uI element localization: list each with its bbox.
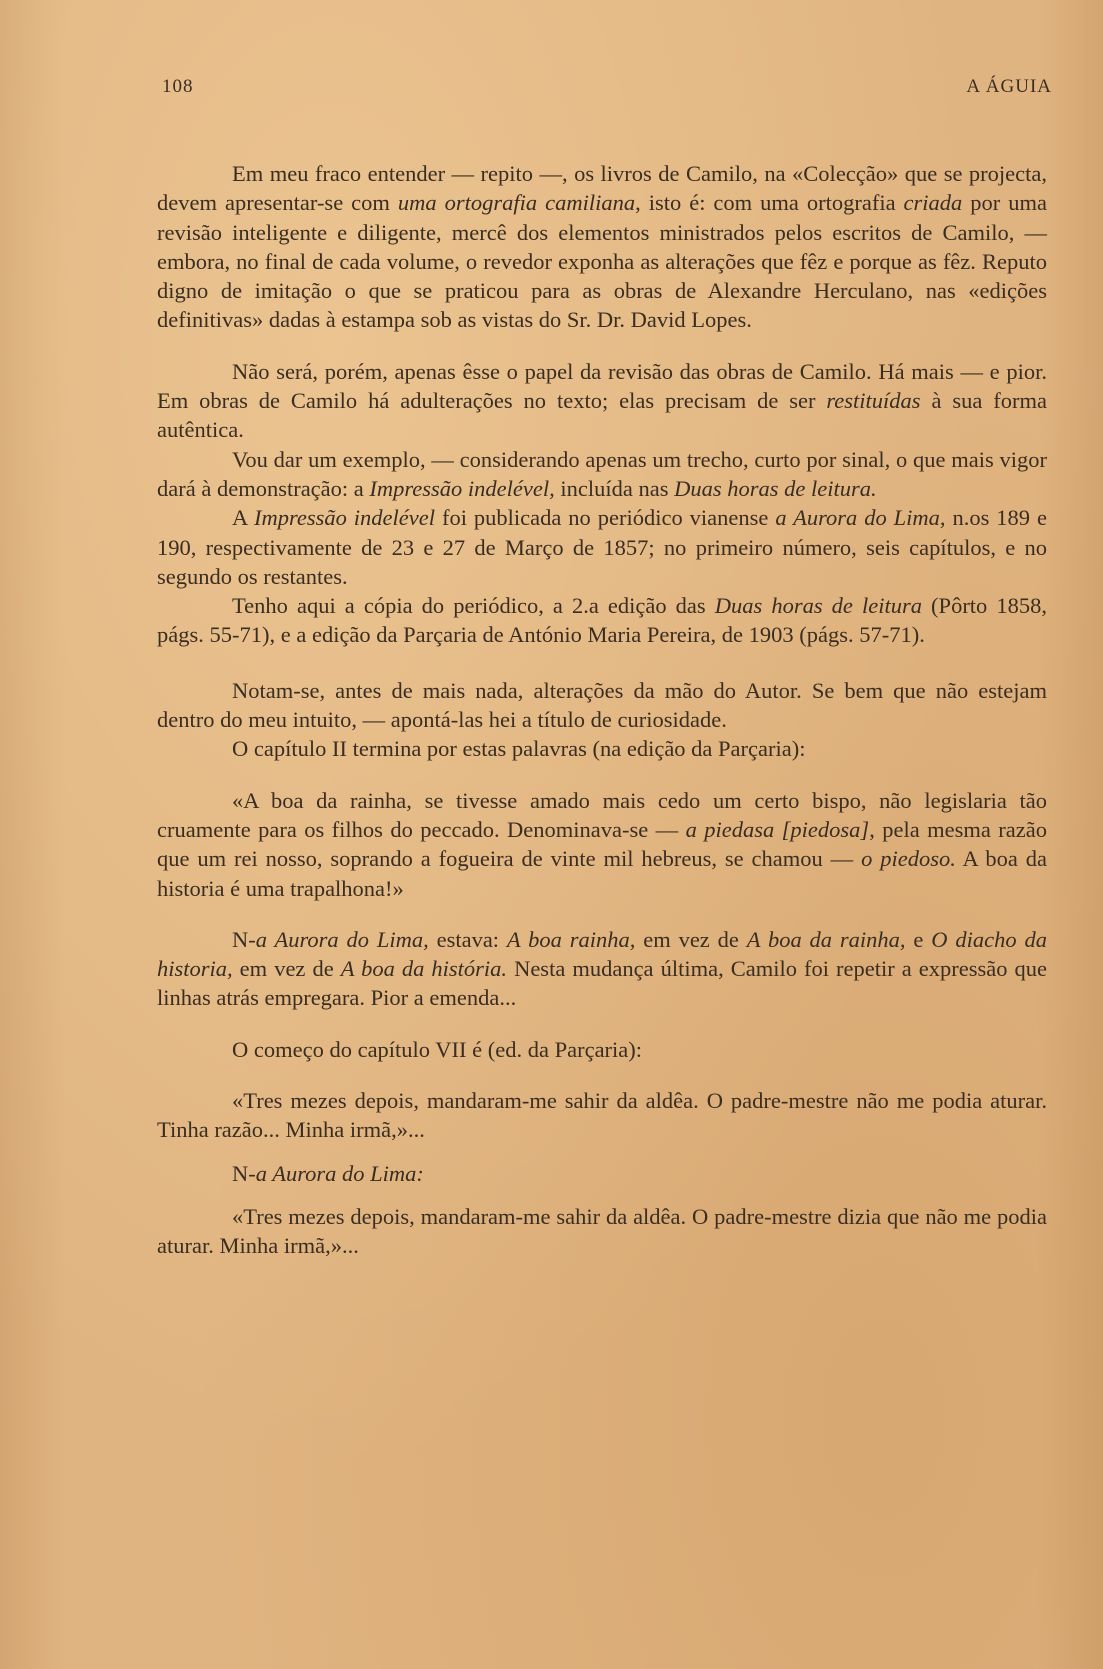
italic-text-run: uma ortografia camiliana bbox=[397, 190, 636, 216]
text-run: N- bbox=[232, 1160, 256, 1186]
italic-text-run: A boa da história. bbox=[340, 956, 508, 982]
text-run: , pela mesma razão que um rei nosso, soprando a fogueira de vinte mil hebreus, se chamou — bbox=[157, 816, 1047, 872]
paragraph-aurora-label bbox=[157, 1159, 1047, 1188]
text-run: , isto é: com uma ortografia bbox=[635, 190, 904, 216]
italic-text-run: A boa da rainha, bbox=[746, 926, 906, 952]
text-run: N- bbox=[232, 926, 256, 952]
italic-text-run: criada bbox=[903, 190, 963, 216]
text-run: Vou dar um exemplo, — considerando apenas um trecho, curto por sinal, o que mais vigor dará à demonstração: a bbox=[157, 446, 1047, 501]
quote-aurora bbox=[157, 1202, 1047, 1261]
paragraph-adulterations bbox=[157, 357, 1047, 445]
text-run: A bbox=[232, 505, 254, 531]
italic-text-run: Duas horas de leitura. bbox=[674, 475, 877, 501]
italic-text-run: O diacho da historia, bbox=[157, 926, 1047, 982]
paragraph-example bbox=[157, 445, 1047, 504]
paragraph-author-changes bbox=[157, 676, 1047, 735]
page-number: 108 bbox=[162, 76, 194, 97]
text-run: (Pôrto 1858, págs. 55-71), e a edição da Parçaria de António Maria Pereira, de 1903 (págs. 57-71). bbox=[157, 593, 1048, 648]
text-run: em vez de bbox=[635, 926, 747, 952]
text-run: em vez de bbox=[232, 956, 341, 982]
text-run: n.os 189 e 190, respectivamente de 23 e 27 de Março de 1857; no primeiro número, seis capítulos, e no segundo os restantes. bbox=[157, 505, 1047, 589]
quote-parcaria bbox=[157, 1086, 1047, 1145]
text-run: e bbox=[905, 926, 932, 952]
paragraph-chapter-seven bbox=[157, 1035, 1047, 1064]
text-run: à sua forma autêntica. bbox=[157, 388, 1047, 443]
page-header bbox=[162, 76, 1052, 106]
italic-text-run: Duas horas de leitura bbox=[714, 593, 922, 619]
text-run: O capítulo II termina por estas palavras (na edição da Parçaria): bbox=[232, 736, 806, 762]
italic-text-run: a Aurora do Lima, bbox=[775, 505, 946, 531]
italic-text-run: a Aurora do Lima, bbox=[255, 926, 429, 952]
paragraph-sources bbox=[157, 591, 1047, 650]
italic-text-run: Impressão indelével bbox=[253, 505, 436, 531]
italic-text-run: A boa rainha, bbox=[506, 926, 636, 952]
quote-chapter-two bbox=[157, 786, 1047, 903]
text-run: Não será, porém, apenas êsse o papel da revisão das obras de Camilo. Há mais — e pior. Em obras de Camilo há adulterações no texto; elas precisam de ser bbox=[157, 358, 1047, 414]
italic-text-run: a piedasa [piedosa] bbox=[685, 816, 870, 842]
italic-text-run: o piedoso. bbox=[861, 846, 956, 872]
paragraph-publication bbox=[157, 503, 1047, 591]
text-run: Em meu fraco entender — repito —, os livros de Camilo, na «Colecção» que se projecta, devem apresentar-se com bbox=[157, 161, 1047, 216]
italic-text-run: restituídas bbox=[826, 388, 921, 414]
text-run: estava: bbox=[428, 926, 507, 952]
text-run: incluída nas bbox=[554, 475, 675, 501]
paragraph-chapter-two bbox=[157, 734, 1047, 763]
text-run: foi publicada no periódico vianense bbox=[435, 505, 776, 531]
italic-text-run: Impressão indelével, bbox=[369, 475, 555, 501]
paragraph-orthography bbox=[157, 159, 1047, 335]
text-run: «Tres mezes depois, mandaram-me sahir da aldêa. O padre-mestre não me podia aturar. Tinha razão... Minha irmã,»... bbox=[157, 1088, 1047, 1143]
italic-text-run: a Aurora do Lima: bbox=[255, 1160, 424, 1186]
text-run: «Tres mezes depois, mandaram-me sahir da aldêa. O padre-mestre dizia que não me podia aturar. Minha irmã,»... bbox=[157, 1203, 1047, 1259]
running-title: A ÁGUIA bbox=[966, 76, 1052, 97]
text-run: por uma revisão inteligente e diligente, mercê dos elementos ministrados pelos escritos de Camilo, — embora, no final de cada volume, o revedor exponha as alterações que fêz e porque as fêz. Reputo digno de imitação o que se praticou para as obras de Alexandre Herculano, nas «edições definitivas» dadas à estampa sob as vistas do Sr. Dr. David Lopes. bbox=[157, 190, 1047, 333]
text-run: A boa da historia é uma trapalhona!» bbox=[157, 846, 1047, 901]
paragraph-aurora-comparison bbox=[157, 925, 1047, 1013]
text-run: «A boa da rainha, se tivesse amado mais cedo um certo bispo, não legislaria tão cruamente para os filhos do peccado. Denominava-se — bbox=[157, 787, 1047, 842]
text-run: Nesta mudança última, Camilo foi repetir a expressão que linhas atrás empregara. Pior a emenda... bbox=[157, 956, 1047, 1011]
text-run: Notam-se, antes de mais nada, alterações da mão do Autor. Se bem que não estejam dentro do meu intuito, — apontá-las hei a título de curiosidade. bbox=[157, 677, 1047, 733]
text-run: O começo do capítulo VII é (ed. da Parçaria): bbox=[232, 1036, 643, 1062]
body-text bbox=[157, 159, 1047, 1261]
text-run: Tenho aqui a cópia do periódico, a 2.a edição das bbox=[232, 593, 715, 619]
